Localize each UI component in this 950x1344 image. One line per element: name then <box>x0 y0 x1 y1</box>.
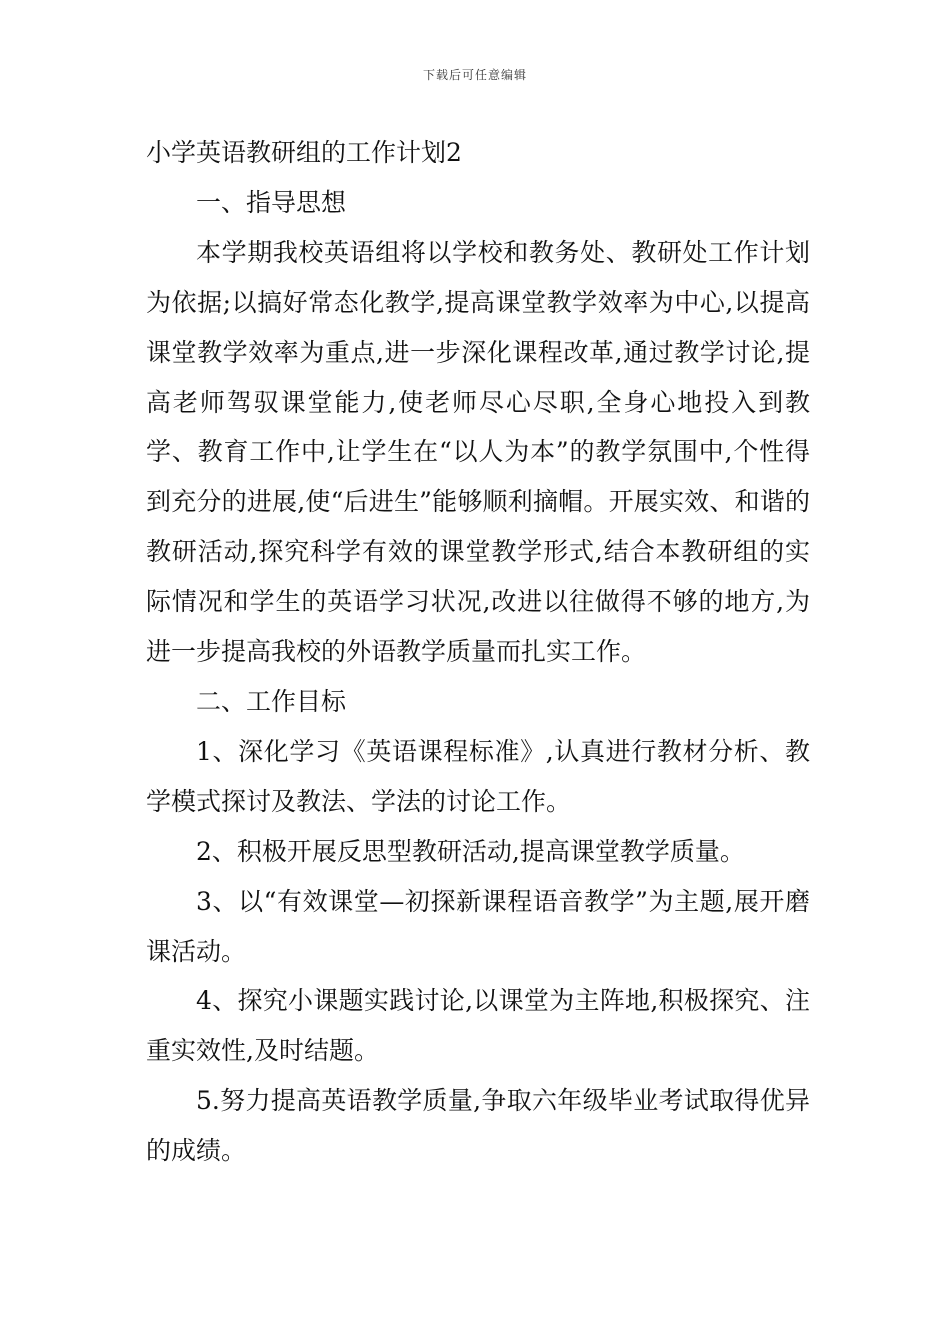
section-heading-work-goals: 二、工作目标 <box>196 686 347 716</box>
header-note: 下载后可任意编辑 <box>422 68 527 82</box>
goal-item-2: 2、积极开展反思型教研活动,提高课堂教学质量。 <box>196 836 745 866</box>
document-title: 小学英语教研组的工作计划2 <box>146 138 462 167</box>
goal-item-4: 4、探究小课题实践讨论,以课堂为主阵地,积极探究、注重实效性,及时结题。 <box>146 986 810 1066</box>
goal-item-1: 1、深化学习《英语课程标准》,认真进行教材分析、教学模式探讨及教法、学法的讨论工作。 <box>146 736 810 816</box>
section-heading-guiding-thought: 一、指导思想 <box>196 187 347 217</box>
document-body <box>146 128 810 1176</box>
goal-item-5: 5.努力提高英语教学质量,争取六年级毕业考试取得优异的成绩。 <box>146 1086 810 1166</box>
paragraph-guiding-thought: 本学期我校英语组将以学校和教务处、教研处工作计划为依据;以搞好常态化教学,提高课堂教学效率为中心,以提高课堂教学效率为重点,进一步深化课程改革,通过教学讨论,提高老师驾驭课堂能力,使老师尽心尽职,全身心地投入到教学、教育工作中,让学生在“以人为本”的教学氛围中,个性得到充分的进展,使“后进生”能够顺利摘帽。开展实效、和谐的教研活动,探究科学有效的课堂教学形式,结合本教研组的实际情况和学生的英语学习状况,改进以往做得不够的地方,为进一步提高我校的外语教学质量而扎实工作。 <box>146 237 810 667</box>
goal-item-3: 3、以“有效课堂—初探新课程语音教学”为主题,展开磨课活动。 <box>146 886 810 966</box>
